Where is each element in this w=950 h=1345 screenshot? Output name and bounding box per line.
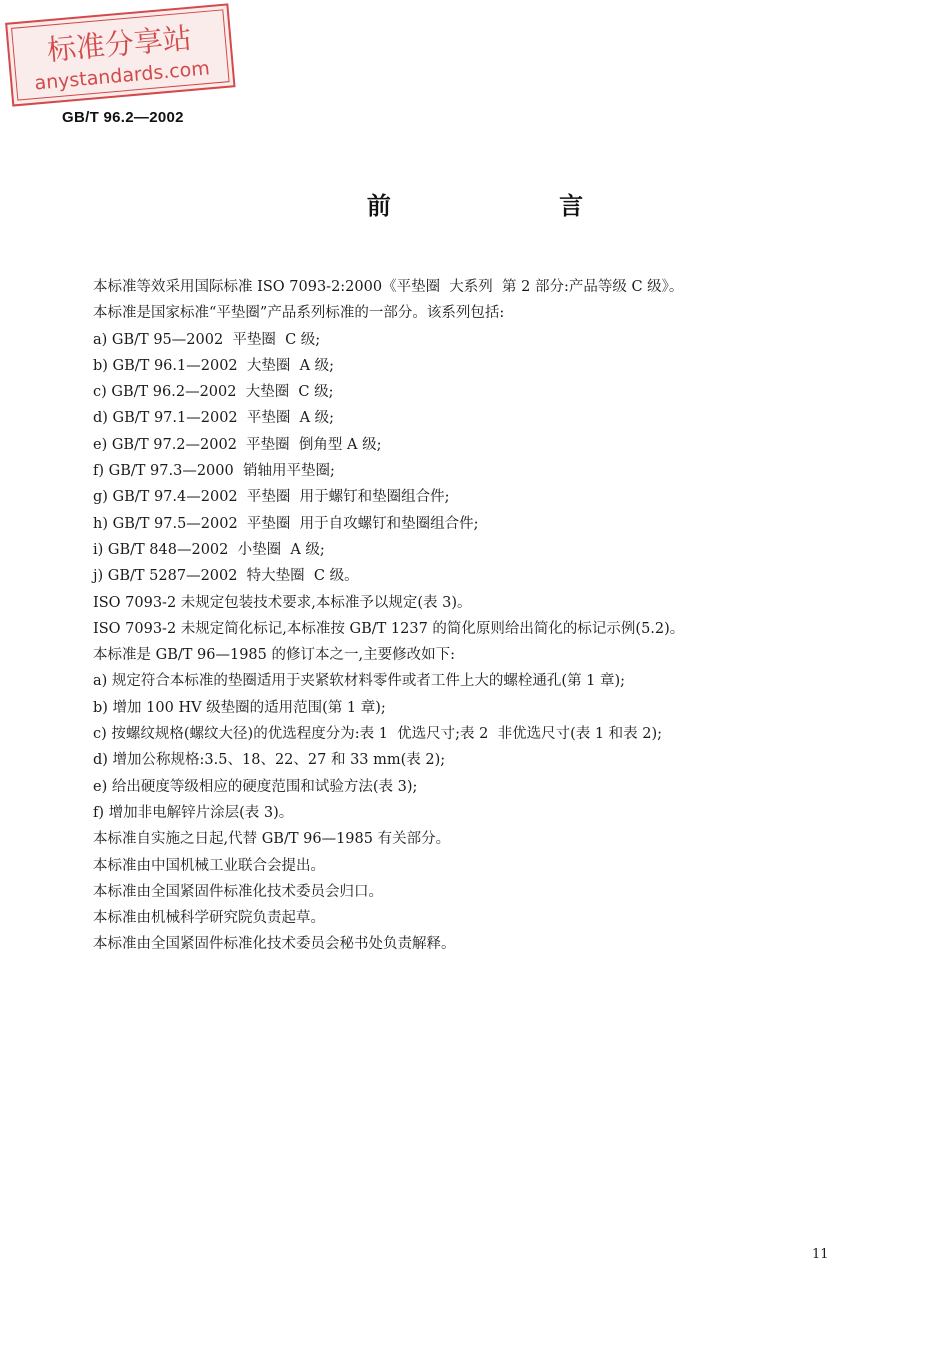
text-line: 本标准等效采用国际标准 ISO 7093-2:2000《平垫圈 大系列 第 2 部分:产品等级 C 级》。 bbox=[93, 279, 684, 295]
page-title: 前 言 bbox=[366, 192, 664, 220]
watermark-cn-text: 标准分享站 bbox=[45, 20, 194, 68]
watermark-stamp-graphic bbox=[4, 2, 237, 107]
watermark-stamp bbox=[4, 2, 237, 107]
text-line: 本标准由机械科学研究院负责起草。 bbox=[93, 910, 325, 927]
text-line: 本标准由全国紧固件标准化技术委员会归口。 bbox=[93, 883, 383, 900]
text-line: 本标准是 GB/T 96—1985 的修订本之一,主要修改如下: bbox=[93, 647, 455, 664]
text-line: d) GB/T 97.1—2002 平垫圈 A 级; bbox=[93, 410, 335, 427]
text-line: 本标准是国家标准“平垫圈”产品系列标准的一部分。该系列包括: bbox=[93, 305, 505, 322]
text-line: d) 增加公称规格:3.5、18、22、27 和 33 mm(表 2); bbox=[93, 752, 446, 769]
page-number: 11 bbox=[812, 1247, 829, 1262]
text-line: 本标准自实施之日起,代替 GB/T 96—1985 有关部分。 bbox=[93, 831, 451, 848]
text-line: g) GB/T 97.4—2002 平垫圈 用于螺钉和垫圈组合件; bbox=[93, 489, 450, 506]
text-line: ISO 7093-2 未规定简化标记,本标准按 GB/T 1237 的简化原则给出简化的标记示例(5.2)。 bbox=[93, 620, 685, 637]
watermark-url-text: anystandards.com bbox=[33, 57, 211, 95]
text-line: c) 按螺纹规格(螺纹大径)的优选程度分为:表 1 优选尺寸;表 2 非优选尺寸(表 1 和表 2); bbox=[93, 726, 663, 743]
preface-body bbox=[93, 274, 853, 958]
document-code: GB/T 96.2—2002 bbox=[62, 109, 184, 126]
text-line: b) 增加 100 HV 级垫圈的适用范围(第 1 章); bbox=[93, 699, 386, 716]
text-line: e) 给出硬度等级相应的硬度范围和试验方法(表 3); bbox=[93, 778, 418, 795]
text-line: f) GB/T 97.3—2000 销轴用平垫圈; bbox=[93, 463, 335, 480]
text-line: 本标准由中国机械工业联合会提出。 bbox=[93, 857, 325, 874]
text-line: j) GB/T 5287—2002 特大垫圈 C 级。 bbox=[93, 568, 359, 585]
text-line: 本标准由全国紧固件标准化技术委员会秘书处负责解释。 bbox=[93, 936, 456, 953]
text-line: a) 规定符合本标准的垫圈适用于夹紧软材料零件或者工件上大的螺栓通孔(第 1 章); bbox=[93, 673, 626, 690]
text-line: a) GB/T 95—2002 平垫圈 C 级; bbox=[93, 331, 321, 348]
text-line: h) GB/T 97.5—2002 平垫圈 用于自攻螺钉和垫圈组合件; bbox=[93, 515, 479, 532]
text-line: i) GB/T 848—2002 小垫圈 A 级; bbox=[93, 541, 325, 558]
text-line: e) GB/T 97.2—2002 平垫圈 倒角型 A 级; bbox=[93, 436, 382, 453]
text-line: c) GB/T 96.2—2002 大垫圈 C 级; bbox=[93, 384, 334, 401]
text-line: f) 增加非电解锌片涂层(表 3)。 bbox=[93, 804, 294, 821]
text-line: b) GB/T 96.1—2002 大垫圈 A 级; bbox=[93, 357, 335, 374]
text-line: ISO 7093-2 未规定包装技术要求,本标准予以规定(表 3)。 bbox=[93, 594, 472, 611]
